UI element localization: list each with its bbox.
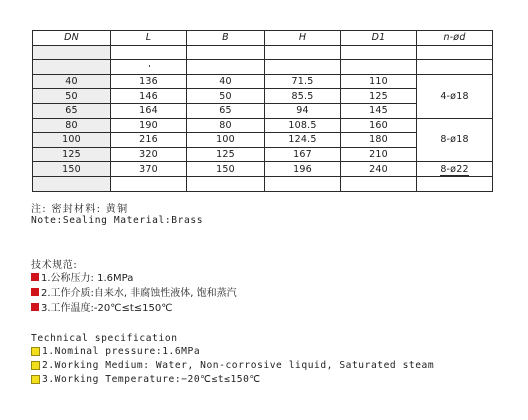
cell-d1: 160 [341,118,417,133]
cell-nd [417,162,493,177]
cell-nd [417,45,493,60]
red-square-bullet-icon [31,303,39,311]
spec-cn-text: 2.工作介质:自来水, 非腐蚀性液体, 饱和蒸汽 [41,288,237,299]
spec-en-item [31,360,434,371]
cell-l: 146 [111,89,187,104]
cell-h: 94 [265,103,341,118]
cell-dn: 50 [33,89,111,104]
yellow-square-bullet-icon [31,347,40,356]
cell-dn: 65 [33,103,111,118]
cell-h: 85.5 [265,89,341,104]
cell-nd: 4-ø18 [417,74,493,118]
table-row [33,162,493,177]
cell-d1 [341,60,417,75]
cell-nd: 8-ø18 [417,118,493,162]
cell-l: 136 [111,74,187,89]
cell-h: 196 [265,162,341,177]
cell-d1: 110 [341,74,417,89]
red-square-bullet-icon [31,273,39,281]
cell-h: 124.5 [265,133,341,148]
cell-d1: 210 [341,147,417,162]
header-nd: n-ød [417,31,493,46]
header-d1: D1 [341,31,417,46]
cell-d1: 125 [341,89,417,104]
cell-b [187,60,265,75]
cell-b [187,176,265,191]
cell-dn [33,45,111,60]
spec-cn-text: 1.公称压力: 1.6MPa [41,273,134,284]
header-b: B [187,31,265,46]
spec-en-text: 1.Nominal pressure:1.6MPa [42,346,201,357]
cell-dn: 150 [33,162,111,177]
yellow-square-bullet-icon [31,375,40,384]
cell-h [265,45,341,60]
header-dn: DN [33,31,111,46]
cell-dn: 125 [33,147,111,162]
table-row [33,60,493,75]
cell-h [265,176,341,191]
cell-l: 216 [111,133,187,148]
spec-cn-item [31,284,237,299]
cell-l [111,45,187,60]
cell-b: 80 [187,118,265,133]
cell-d1: 145 [341,103,417,118]
header-h: H [265,31,341,46]
cell-b: 150 [187,162,265,177]
spec-en-item [31,374,261,385]
spec-en-text: 3.Working Temperature:−20℃≤t≤150℃ [42,374,261,385]
cell-d1: 180 [341,133,417,148]
cell-b: 40 [187,74,265,89]
cell-l: 320 [111,147,187,162]
spec-cn-item [31,269,133,284]
cell-nd [417,60,493,75]
cell-b: 50 [187,89,265,104]
dimension-table [32,30,493,192]
sealing-note-cn: 注: 密封材料: 黄铜 [31,204,129,215]
spec-title-en: Technical specification [31,333,178,344]
table-row [33,74,493,89]
table-header-row [33,31,493,46]
cell-d1 [341,176,417,191]
cell-dn: 80 [33,118,111,133]
cell-l [111,176,187,191]
cell-h: 71.5 [265,74,341,89]
yellow-square-bullet-icon [31,361,40,370]
cell-b: 100 [187,133,265,148]
cell-dn [33,60,111,75]
cell-l: 164 [111,103,187,118]
cell-dn: 40 [33,74,111,89]
cell-dn [33,176,111,191]
spec-cn-text: 3.工作温度:-20℃≤t≤150℃ [41,303,173,314]
cell-dn: 100 [33,133,111,148]
table-row [33,176,493,191]
header-l: L [111,31,187,46]
sealing-note-en: Note:Sealing Material:Brass [31,215,204,226]
cell-h: 108.5 [265,118,341,133]
cell-h [265,60,341,75]
spec-en-item [31,346,200,357]
spec-title-cn: 技术规范: [31,260,78,271]
cell-d1 [341,45,417,60]
table-row [33,45,493,60]
cell-h: 167 [265,147,341,162]
cell-l [111,60,187,75]
cell-b: 125 [187,147,265,162]
cell-d1: 240 [341,162,417,177]
cell-nd-value: 8-ø22 [440,163,469,175]
cell-b: 65 [187,103,265,118]
spec-en-text: 2.Working Medium: Water, Non-corrosive liquid, Saturated steam [42,360,435,371]
cell-l: 190 [111,118,187,133]
cell-b [187,45,265,60]
cell-nd [417,176,493,191]
red-square-bullet-icon [31,288,39,296]
spec-cn-item [31,299,172,314]
table-row [33,118,493,133]
cell-l: 370 [111,162,187,177]
